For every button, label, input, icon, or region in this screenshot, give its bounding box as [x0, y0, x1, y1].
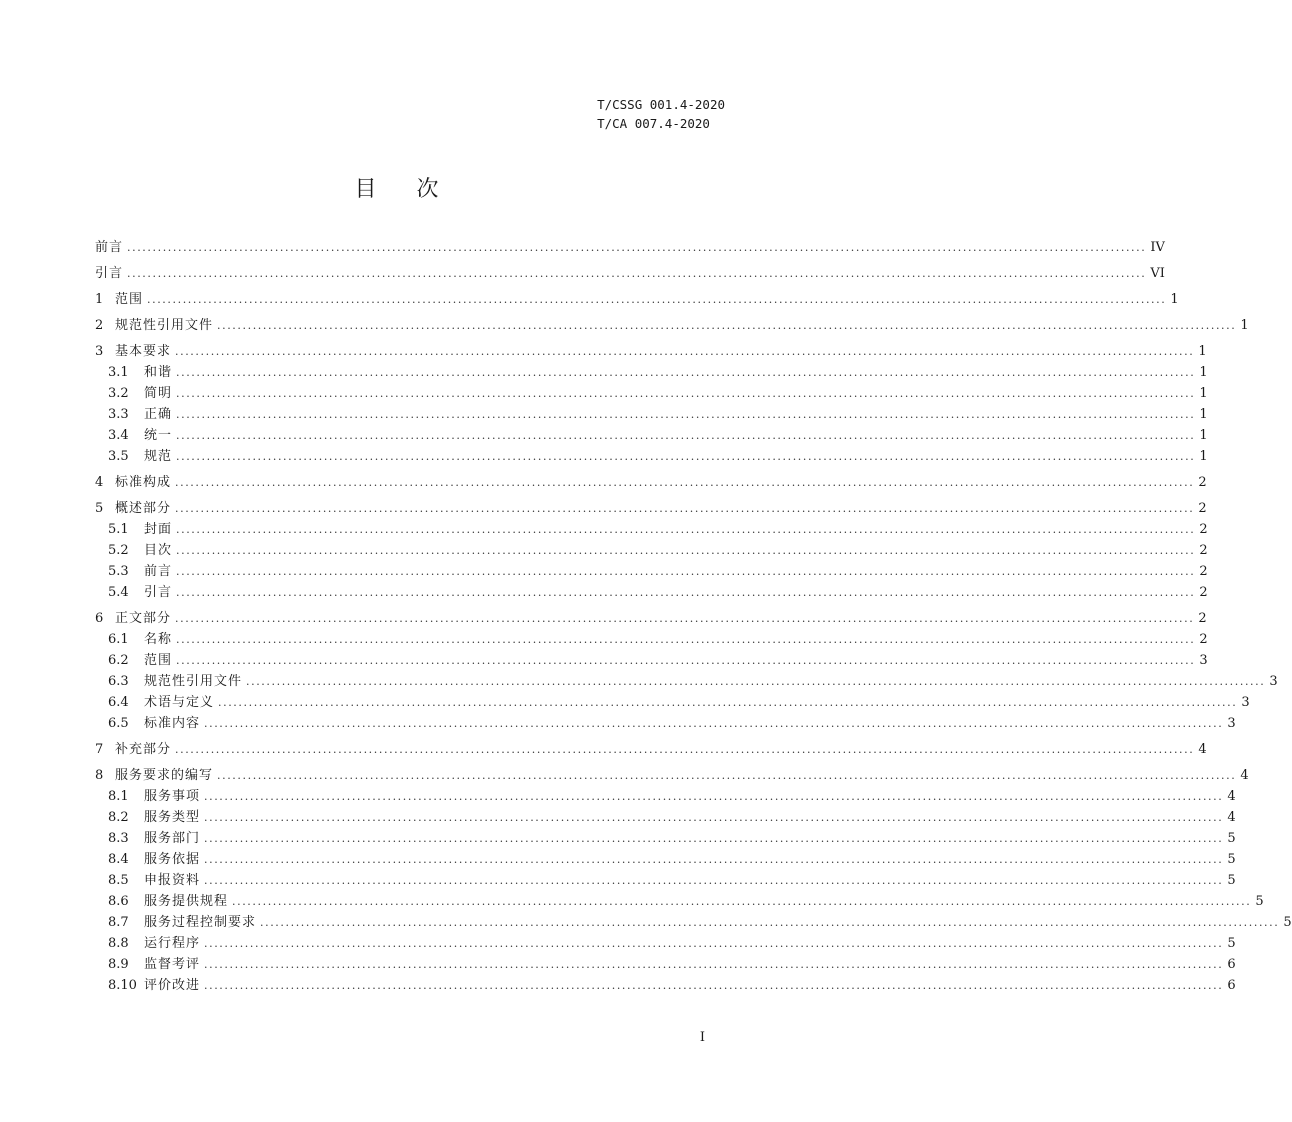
- toc-entry-number: 8.2: [108, 810, 129, 825]
- toc-entry[interactable]: [95, 953, 1236, 974]
- toc-entry[interactable]: [95, 288, 1179, 309]
- toc-leader-dots: ........................................................................................................................................................................................................: [175, 345, 1195, 358]
- toc-entry-number: 3.4: [108, 428, 129, 443]
- toc-entry-number: 5: [95, 501, 104, 516]
- toc-entry-label: 封面: [144, 522, 173, 537]
- toc-entry-page: 2: [1199, 564, 1208, 579]
- page-number: I: [699, 1030, 705, 1045]
- toc-leader-dots: ........................................................................................................................................................................................................: [204, 811, 1224, 824]
- toc-leader-dots: ........................................................................................................................................................................................................: [176, 366, 1196, 379]
- toc-leader-dots: ........................................................................................................................................................................................................: [204, 958, 1224, 971]
- toc-entry-page: 2: [1199, 632, 1208, 647]
- toc-entry-number: 3.1: [108, 365, 129, 380]
- toc-entry[interactable]: [95, 890, 1264, 911]
- toc-entry-number: 8.1: [108, 789, 129, 804]
- toc-leader-dots: ........................................................................................................................................................................................................: [260, 916, 1280, 929]
- toc-leader-dots: ........................................................................................................................................................................................................: [232, 895, 1252, 908]
- toc-entry-label: 正文部分: [115, 611, 172, 626]
- toc-entry-number: 1: [95, 292, 104, 307]
- document-code: [597, 95, 725, 133]
- toc-entry-number: 2: [95, 318, 104, 333]
- toc-leader-dots: ........................................................................................................................................................................................................: [176, 633, 1196, 646]
- toc-entry-number: 5.4: [108, 585, 129, 600]
- toc-entry-label: 引言: [144, 585, 173, 600]
- toc-leader-dots: ........................................................................................................................................................................................................: [176, 586, 1196, 599]
- toc-entry[interactable]: [95, 607, 1207, 628]
- toc-leader-dots: ........................................................................................................................................................................................................: [204, 853, 1224, 866]
- toc-entry-label: 服务提供规程: [144, 894, 229, 909]
- toc-leader-dots: ........................................................................................................................................................................................................: [204, 937, 1224, 950]
- toc-entry-number: 5.2: [108, 543, 129, 558]
- toc-entry-page: 1: [1199, 365, 1208, 380]
- toc-entry-page: 2: [1198, 501, 1207, 516]
- toc-entry-label: 目次: [144, 543, 173, 558]
- toc-entry-number: 8.3: [108, 831, 129, 846]
- toc-entry-number: 6.3: [108, 674, 129, 689]
- toc-leader-dots: ........................................................................................................................................................................................................: [218, 696, 1238, 709]
- toc-entry[interactable]: [95, 262, 1165, 283]
- toc-entry-page: 1: [1240, 318, 1249, 333]
- toc-entry[interactable]: [95, 518, 1208, 539]
- toc-entry-number: 3.3: [108, 407, 129, 422]
- toc-entry-label: 标准构成: [115, 475, 172, 490]
- toc-leader-dots: ........................................................................................................................................................................................................: [217, 319, 1237, 332]
- toc-leader-dots: ........................................................................................................................................................................................................: [175, 502, 1195, 515]
- toc-entry-label: 服务部门: [144, 831, 201, 846]
- toc-entry[interactable]: [95, 649, 1208, 670]
- toc-entry-label: 概述部分: [115, 501, 172, 516]
- toc-entry-page: 1: [1199, 428, 1208, 443]
- toc-entry[interactable]: [95, 785, 1236, 806]
- toc-entry-label: 监督考评: [144, 957, 201, 972]
- toc-entry-page: 2: [1199, 522, 1208, 537]
- toc-entry-page: 6: [1227, 978, 1236, 993]
- toc-entry[interactable]: [95, 827, 1236, 848]
- toc-leader-dots: ........................................................................................................................................................................................................: [175, 743, 1195, 756]
- toc-leader-dots: ........................................................................................................................................................................................................: [204, 979, 1224, 992]
- toc-entry-number: 3.5: [108, 449, 129, 464]
- toc-leader-dots: ........................................................................................................................................................................................................: [127, 241, 1147, 254]
- toc-entry-page: 3: [1269, 674, 1278, 689]
- toc-entry-number: 6.1: [108, 632, 129, 647]
- toc-leader-dots: ........................................................................................................................................................................................................: [176, 387, 1196, 400]
- toc-entry[interactable]: [95, 382, 1208, 403]
- toc-entry-label: 简明: [144, 386, 173, 401]
- toc-entry-page: 1: [1199, 386, 1208, 401]
- toc-entry-label: 名称: [144, 632, 173, 647]
- toc-entry-number: 3: [95, 344, 104, 359]
- standard-code-2: T/CA 007.4-2020: [597, 116, 710, 131]
- toc-entry-page: 6: [1227, 957, 1236, 972]
- toc-leader-dots: ........................................................................................................................................................................................................: [176, 450, 1196, 463]
- toc-entry[interactable]: [95, 424, 1208, 445]
- toc-entry-number: 6.5: [108, 716, 129, 731]
- toc-leader-dots: ........................................................................................................................................................................................................: [204, 874, 1224, 887]
- toc-leader-dots: ........................................................................................................................................................................................................: [176, 523, 1196, 536]
- toc-entry[interactable]: [95, 628, 1208, 649]
- toc-entry-number: 3.2: [108, 386, 129, 401]
- toc-entry-label: 补充部分: [115, 742, 172, 757]
- toc-entry-number: 6: [95, 611, 104, 626]
- toc-entry-page: 2: [1198, 475, 1207, 490]
- toc-entry[interactable]: [95, 738, 1207, 759]
- toc-entry-number: 5.1: [108, 522, 129, 537]
- toc-entry[interactable]: [95, 560, 1208, 581]
- toc-entry-number: 4: [95, 475, 104, 490]
- toc-leader-dots: ........................................................................................................................................................................................................: [204, 832, 1224, 845]
- toc-leader-dots: ........................................................................................................................................................................................................: [246, 675, 1266, 688]
- toc-entry-number: 8.6: [108, 894, 129, 909]
- toc-entry[interactable]: [95, 314, 1249, 335]
- toc-entry-page: 1: [1199, 407, 1208, 422]
- page-title: 目次: [354, 177, 479, 202]
- toc-entry[interactable]: [95, 764, 1249, 785]
- toc-entry-page: VI: [1150, 266, 1165, 281]
- toc-entry-label: 服务依据: [144, 852, 201, 867]
- toc-entry-number: 8.4: [108, 852, 129, 867]
- toc-entry[interactable]: [95, 497, 1207, 518]
- toc-entry[interactable]: [95, 691, 1250, 712]
- toc-entry-label: 范围: [144, 653, 173, 668]
- toc-entry-label: 评价改进: [144, 978, 201, 993]
- toc-leader-dots: ........................................................................................................................................................................................................: [176, 565, 1196, 578]
- toc-entry[interactable]: [95, 974, 1236, 995]
- toc-entry-page: 1: [1198, 344, 1207, 359]
- toc-entry-number: 6.4: [108, 695, 129, 710]
- toc-leader-dots: ........................................................................................................................................................................................................: [147, 293, 1167, 306]
- toc-entry-label: 服务类型: [144, 810, 201, 825]
- toc-leader-dots: ........................................................................................................................................................................................................: [176, 408, 1196, 421]
- toc-entry-number: 8.8: [108, 936, 129, 951]
- toc-entry[interactable]: [95, 911, 1292, 932]
- toc-entry-page: 5: [1227, 852, 1236, 867]
- toc-leader-dots: ........................................................................................................................................................................................................: [204, 717, 1224, 730]
- toc-entry-number: 8.9: [108, 957, 129, 972]
- toc-entry-page: 4: [1227, 789, 1236, 804]
- toc-entry-page: 2: [1199, 543, 1208, 558]
- toc-entry[interactable]: [95, 581, 1208, 602]
- toc-entry-number: 8.7: [108, 915, 129, 930]
- toc-entry-number: 6.2: [108, 653, 129, 668]
- toc-entry-label: 范围: [115, 292, 144, 307]
- toc-entry[interactable]: [95, 932, 1236, 953]
- toc-entry-label: 服务事项: [144, 789, 201, 804]
- toc-leader-dots: ........................................................................................................................................................................................................: [127, 267, 1147, 280]
- toc-entry-page: 5: [1227, 873, 1236, 888]
- toc-entry-label: 前言: [144, 564, 173, 579]
- toc-entry[interactable]: [95, 340, 1207, 361]
- toc-entry-label: 标准内容: [144, 716, 201, 731]
- toc-entry-label: 规范: [144, 449, 173, 464]
- toc-entry-page: 1: [1170, 292, 1179, 307]
- toc-entry-label: 服务要求的编写: [115, 768, 214, 783]
- toc-entry[interactable]: [95, 539, 1208, 560]
- toc-entry-label: 基本要求: [115, 344, 172, 359]
- toc-entry-number: 8.5: [108, 873, 129, 888]
- toc-entry[interactable]: [95, 445, 1208, 466]
- toc-entry[interactable]: [95, 712, 1236, 733]
- toc-leader-dots: ........................................................................................................................................................................................................: [176, 654, 1196, 667]
- toc-entry-page: 3: [1227, 716, 1236, 731]
- toc-entry-number: 8.10: [108, 978, 137, 993]
- toc-entry-page: 4: [1240, 768, 1249, 783]
- toc-entry-label: 前言: [95, 240, 124, 255]
- toc-entry-label: 和谐: [144, 365, 173, 380]
- toc-entry-page: 2: [1198, 611, 1207, 626]
- toc-entry-page: 4: [1198, 742, 1207, 757]
- table-of-contents: [95, 236, 1292, 995]
- toc-entry-page: 2: [1199, 585, 1208, 600]
- toc-entry[interactable]: [95, 471, 1207, 492]
- toc-entry-page: 5: [1227, 936, 1236, 951]
- toc-entry[interactable]: [95, 806, 1236, 827]
- toc-entry[interactable]: [95, 236, 1165, 257]
- toc-leader-dots: ........................................................................................................................................................................................................: [175, 612, 1195, 625]
- toc-entry-label: 统一: [144, 428, 173, 443]
- toc-entry-number: 5.3: [108, 564, 129, 579]
- toc-leader-dots: ........................................................................................................................................................................................................: [176, 544, 1196, 557]
- toc-leader-dots: ........................................................................................................................................................................................................: [175, 476, 1195, 489]
- toc-entry-number: 7: [95, 742, 104, 757]
- toc-entry-label: 规范性引用文件: [115, 318, 214, 333]
- standard-code-1: T/CSSG 001.4-2020: [597, 97, 725, 112]
- toc-entry-label: 引言: [95, 266, 124, 281]
- toc-entry-page: 5: [1283, 915, 1292, 930]
- toc-entry-label: 服务过程控制要求: [144, 915, 257, 930]
- toc-entry[interactable]: [95, 869, 1236, 890]
- toc-entry[interactable]: [95, 403, 1208, 424]
- toc-entry-page: 5: [1255, 894, 1264, 909]
- toc-entry-page: 3: [1199, 653, 1208, 668]
- toc-entry-label: 正确: [144, 407, 173, 422]
- toc-entry-page: 5: [1227, 831, 1236, 846]
- toc-entry-label: 申报资料: [144, 873, 201, 888]
- toc-entry-label: 规范性引用文件: [144, 674, 243, 689]
- toc-entry-page: 1: [1199, 449, 1208, 464]
- toc-entry-number: 8: [95, 768, 104, 783]
- toc-entry-label: 运行程序: [144, 936, 201, 951]
- toc-entry-label: 术语与定义: [144, 695, 215, 710]
- toc-leader-dots: ........................................................................................................................................................................................................: [204, 790, 1224, 803]
- toc-entry[interactable]: [95, 670, 1278, 691]
- toc-leader-dots: ........................................................................................................................................................................................................: [176, 429, 1196, 442]
- toc-entry-page: IV: [1150, 240, 1165, 255]
- toc-entry-page: 4: [1227, 810, 1236, 825]
- toc-entry[interactable]: [95, 848, 1236, 869]
- toc-entry-page: 3: [1241, 695, 1250, 710]
- toc-entry[interactable]: [95, 361, 1208, 382]
- toc-leader-dots: ........................................................................................................................................................................................................: [217, 769, 1237, 782]
